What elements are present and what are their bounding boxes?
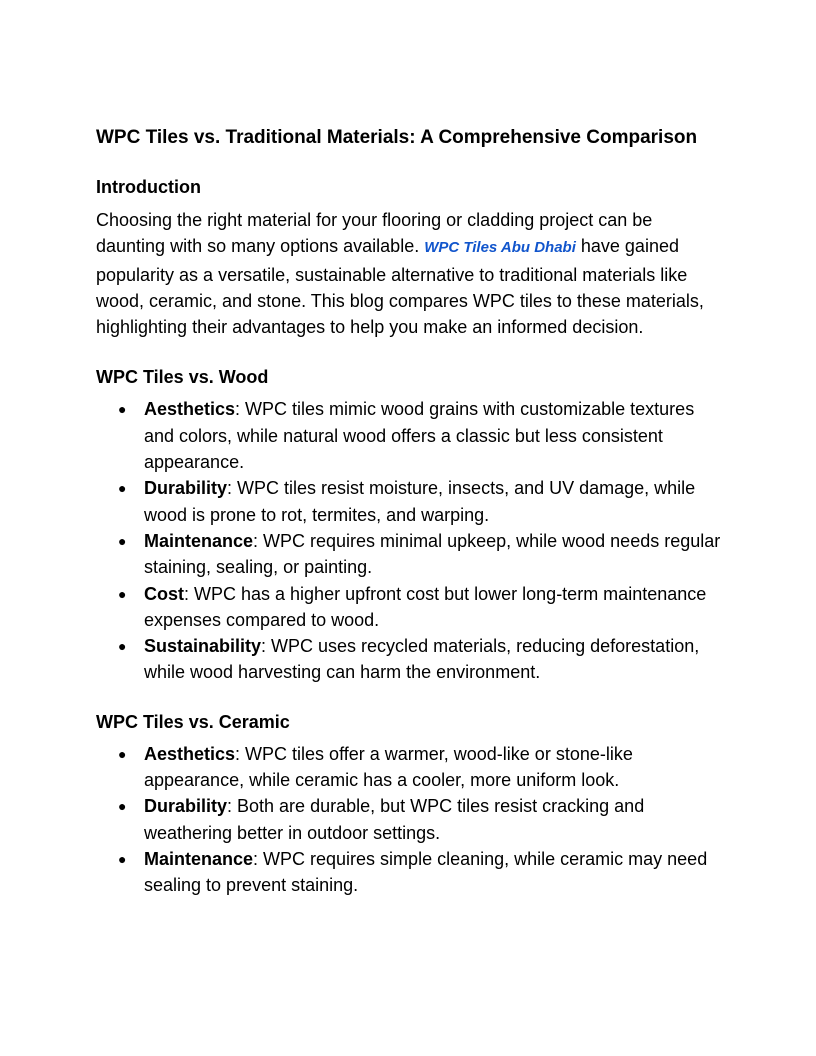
bullet-icon: ● (118, 585, 127, 602)
wpc-tiles-abu-dhabi-link[interactable]: WPC Tiles Abu Dhabi (424, 239, 576, 257)
bullet-icon: ● (118, 638, 127, 655)
intro-text-end: have gained popularity as a versatile, sustainable alternative to traditional materials like wood, ceramic, and stone. This blog compares WPC tiles to these materials, highlighting their advantages to help you make an informed decision. (96, 236, 704, 338)
list-item (118, 396, 726, 475)
bullet-text: : WPC tiles resist moisture, insects, and UV damage, while wood is prone to rot, termites, and warping. (144, 478, 696, 525)
bullet-icon: ● (118, 850, 127, 867)
bullet-term: Maintenance (144, 530, 254, 551)
document-content (96, 124, 726, 899)
list-item (118, 633, 726, 686)
bullet-text: : WPC tiles mimic wood grains with customizable textures and colors, while natural wood offers a classic but less consistent appearance. (144, 399, 695, 473)
bullet-icon: ● (118, 745, 127, 762)
bullet-term: Cost (144, 583, 184, 604)
bullet-text: : WPC uses recycled materials, reducing deforestation, while wood harvesting can harm the environment. (144, 636, 700, 683)
document-title: WPC Tiles vs. Traditional Materials: A Comprehensive Comparison (96, 127, 698, 148)
ceramic-comparison-list (96, 741, 726, 899)
list-item (118, 581, 726, 634)
intro-paragraph (96, 207, 726, 340)
intro-heading: Introduction (96, 177, 201, 197)
bullet-text: : WPC requires simple cleaning, while ceramic may need sealing to prevent staining. (144, 848, 708, 896)
bullet-icon: ● (118, 532, 127, 549)
intro-text-start: Choosing the right material for your flooring or cladding project can be daunting with so many options available. (96, 210, 653, 257)
bullet-term: Durability (144, 478, 228, 499)
bullet-term: Aesthetics (144, 743, 236, 764)
bullet-text: : WPC tiles offer a warmer, wood-like or stone-like appearance, while ceramic has a cooler, more uniform look. (144, 743, 633, 791)
bullet-term: Durability (144, 796, 228, 817)
bullet-text: : Both are durable, but WPC tiles resist cracking and weathering better in outdoor settings. (144, 796, 645, 843)
list-item (118, 528, 726, 581)
wood-comparison-list (96, 396, 726, 685)
bullet-text: : WPC requires minimal upkeep, while wood needs regular staining, sealing, or painting. (144, 530, 721, 578)
list-item (118, 741, 726, 794)
bullet-term: Aesthetics (144, 399, 236, 420)
bullet-icon: ● (118, 798, 127, 815)
list-item (118, 793, 726, 846)
list-item (118, 475, 726, 528)
bullet-term: Maintenance (144, 848, 254, 869)
section-heading-ceramic: WPC Tiles vs. Ceramic (96, 711, 290, 732)
bullet-icon: ● (118, 401, 127, 418)
bullet-term: Sustainability (144, 636, 262, 657)
list-item (118, 846, 726, 899)
bullet-text: : WPC has a higher upfront cost but lower long-term maintenance expenses compared to wood. (144, 583, 707, 630)
section-heading-wood: WPC Tiles vs. Wood (96, 367, 269, 388)
bullet-icon: ● (118, 480, 127, 497)
